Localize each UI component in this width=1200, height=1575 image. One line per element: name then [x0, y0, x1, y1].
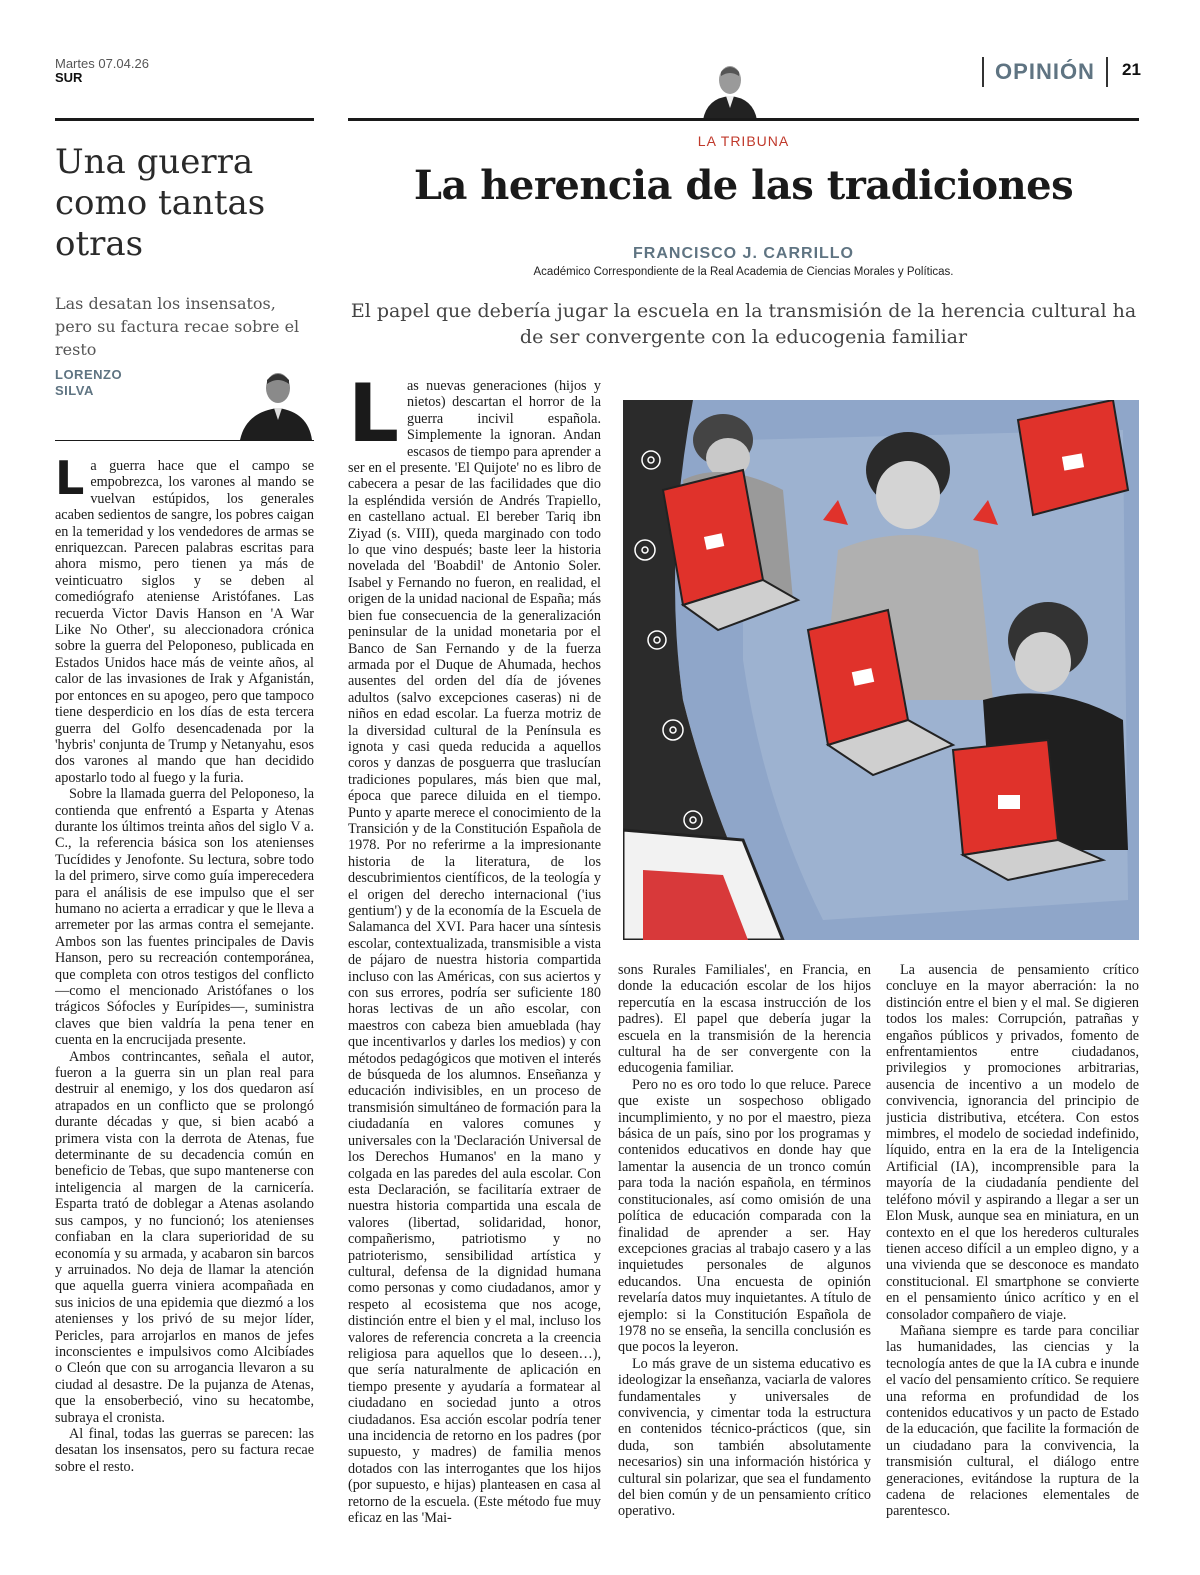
column-body	[55, 458, 314, 1540]
article-author-role: Académico Correspondiente de la Real Academia de Ciencias Morales y Políticas.	[533, 266, 954, 278]
article-paragraph: as nuevas generaciones (hijos y nietos) descartan el horror de la guerra incivil española. Simplemente la ignoran. Andan escasos de tiempo para aprender a ser en el presente. 'El Quijote' no es libro de cabecera a pesar de las facilidades que dio la espléndida versión de Andrés Trapiello, en castellano actual. El bereber Tariq ibn Ziyad (s. VIII), queda marginado con todo lo que vino después; baste leer la historia novelada del 'Boabdil' de Antonio Soler. Isabel y Fernando no fueron, en realidad, el origen de la unidad nacional de España; más bien fue consecuencia de la generalización peninsular de la unidad monetaria por el Banco de San Fernando y de la fuerza armada por el Duque de Ahumada, hechos ausentes del orden del día de jóvenes adultos (salvo excepciones caseras) ni de niños en edad escolar. La fuerza motriz de la diversidad cultural de la Península es ignota y casi queda reducida a aquellos coros y danzas de posguerra que traslucían tradiciones populares, más bien que mal, época que parece diluida en el tiempo. Punto y aparte merece el conocimiento de la Transición y de la Constitución Española de 1978. Por no referirme a la impresionante historia de la literatura, de los descubrimientos científicos, de la teología y el origen del derecho internacional ('ius gentium') y de la economía de la Escuela de Salamanca del XVI. Para hacer una síntesis escolar, contextualizada, transmisible a vista de pájaro de nuestra historia compartida incluso con las Américas, con sus aciertos y con sus errores, podría ser suficiente 180 horas lectivas de un año escolar, con maestros con cabeza bien amueblada (hay que incentivarlos y darles los medios) y con métodos pedagógicos que motiven el interés de búsqueda de los alumnos. Enseñanza y educación indivisibles, en un proceso de transmisión simultáneo de formación para la ciudadanía en valores comunes y universales con la 'Declaración Universal de los Derechos Humanos' en la mano y colgada en las paredes del aula escolar. Con esta Declaración, se facilitaría extraer de nuestra historia compartida una escala de valores (libertad, solidaridad, honor, compañerismo, patriotismo y no patrioterismo, sensibilidad artística y cultural, defensa de la dignidad humana como personas y como ciudadanos, amor y respeto al ecosistema que nos acoge, distinción entre el bien y el mal, incluso los valores de referencia concreta a la creencia religiosa para aquellos que lo deseen…), que sería naturalmente de aplicación en tiempo presente y ayudaría a formatear al ciudadano en sociedad junto a otros ciudadanos. Esa acción escolar podría tener una incidencia de retorno en los padres (por supuesto, y madres) de familia menos dotados con las interrogantes que los hijos (por supuesto, e hijas) planteasen en casa al retorno de la escuela. (Este método fue muy eficaz en las 'Mai-	[348, 378, 601, 1527]
article-paragraph: sons Rurales Familiales', en Francia, en donde la educación escolar de los hijos repercutía en la escasa instrucción de los padres). El papel que debería jugar la escuela en la transmisión de la herencia cultural ha de ser convergente con la educogenia familiar.	[618, 962, 871, 1077]
column-title: Una guerra como tantas otras	[55, 142, 266, 264]
right-top-rule	[348, 118, 1139, 121]
article-kicker: LA TRIBUNA	[697, 133, 790, 149]
author-portrait-top	[699, 58, 761, 120]
children-with-laptops-illustration	[623, 400, 1139, 940]
column-author-rule	[55, 440, 314, 441]
article-paragraph: Pero no es oro todo lo que reluce. Parece que existe un sospechoso obligado incumplimiento, y no por el maestro, pieza básica de un país, sino por los programas y contenidos educativos en donde hay que lamentar la ausencia de un tronco común para toda la nación española, en términos constitucionales, así como omisión de una política de educación comparada con la finalidad de aprender a ser. Hay excepciones gracias al trabajo casero y a las inquietudes personales de algunos educandos. Una encuesta de opinión revelaría datos muy inquietantes. A título de ejemplo: si la Constitución Española de 1978 no se enseña, la sencilla conclusión es que pocos la leyeron.	[618, 1076, 871, 1356]
column-author-last: SILVA	[55, 383, 94, 398]
column-author	[55, 367, 175, 399]
column-dropcap: L	[55, 458, 85, 505]
article-column-3	[886, 962, 1139, 1538]
article-paragraph: Lo más grave de un sistema educativo es ideologizar la enseñanza, vaciarla de valores fundamentales y universales de convivencia, y cimentar toda la estructura en contenidos técnico-prácticos (que, sin duda, son también absolutamente necesarios) sin una información histórica y cultural sin polarizar, que sea el fundamento del bien común y de un pensamiento crítico operativo.	[618, 1355, 871, 1520]
article-column-1	[348, 378, 601, 1538]
article-dropcap: L	[348, 378, 399, 460]
page-number: 21	[1122, 60, 1141, 79]
article-lead: El papel que debería jugar la escuela en la transmisión de la herencia cultural ha de ser convergente con la educogenia familiar	[350, 300, 1137, 348]
column-paragraph: Al final, todas las guerras se parecen: las desatan los insensatos, pero su factura recae sobre el resto.	[55, 1425, 314, 1475]
column-author-first: LORENZO	[55, 367, 123, 382]
left-top-rule	[55, 118, 314, 121]
columnist-portrait	[236, 362, 314, 440]
article-paragraph: Mañana siempre es tarde para conciliar las humanidades, las ciencias y la tecnología antes de que la IA cubra e inunde el vacío del pensamiento crítico. Se requiere una reforma en profundidad de los contenidos educativos y un pacto de Estado de la educación, que facilite la formación de un ciudadano para la convivencia, la transmisión cultural, el diálogo entre generaciones, evitándose la ruptura de la cadena de relaciones elementales de parentesco.	[886, 1322, 1139, 1520]
column-paragraph: Sobre la llamada guerra del Peloponeso, la contienda que enfrentó a Esparta y Atenas durante los últimos treinta años del siglo V a. C., la referencia básica son los atenienses Tucídides y Jenofonte. Su lectura, sobre todo la del primero, sirve como guía imperecedera para el análisis de ese impulso que el ser humano no acierta a erradicar y que le lleva a arremeter por las armas contra el semejante. Ambos son las fuentes principales de Davis Hanson, pero su recreación contemporánea, que completa con otros testigos del conflicto —como el mencionado Aristófanes o los trágicos Sófocles y Eurípides—, suministra claves que bien valdría la pena tener en cuenta en la encrucijada presente.	[55, 786, 314, 1049]
article-title: La herencia de las tradiciones	[413, 162, 1074, 209]
article-paragraph: La ausencia de pensamiento crítico concluye en la mayor aberración: la no distinción entre el bien y el mal. Se digieren todos los males: Corrupción, patrañas y engaños públicos y privados, fomento de enfrentamientos entre ciudadanos, privilegios y promociones arbitrarias, ausencia de incentivo a un modelo de convivencia, ignorancia del principio de justicia distributiva, etcétera. Con estos mimbres, el modelo de sociedad indefinido, líquido, entra en la era de la Inteligencia Artificial (IA), incomprensible para la mayoría de la ciudadanía pendiente del teléfono móvil y aspirando a llegar a ser un Elon Musk, aunque sea en miniatura, en un contexto en el que los herederos culturales tienen acceso difícil a un empleo digno, y a una vivienda que se desconoce es mandato constitucional. El smartphone se convierte en el pensamiento único acrítico y en el consolador compañero de viaje.	[886, 962, 1139, 1323]
section-label: OPINIÓN	[982, 57, 1108, 87]
article-column-2	[618, 962, 871, 1538]
header-date: Martes 07.04.26	[55, 56, 149, 71]
column-paragraph: a guerra hace que el campo se empobrezca, los varones al mando se vuelvan estúpidos, los generales acaben sedientos de sangre, los pobres caigan en la temeridad y los vendedores de armas se enriquezcan. Parecen palabras escritas para ahora mismo, pero tienen ya más de veinticuatro siglos y se deben al comediógrafo ateniense Aristófanes. Las recuerda Victor Davis Hanson en 'A War Like No Other', su aleccionadora crónica sobre la guerra del Peloponeso, publicada en Estados Unidos hace más de veinte años, al calor de las invasiones de Irak y Afganistán, por entonces en su apogeo, pero que tampoco tiene desperdicio en los días de esta tercera guerra del Golfo desencadenada por la 'hybris' conjunta de Trump y Netanyahu, esos dos varones al mando que han decidido apostarlo todo al fuego y la furia.	[55, 458, 314, 786]
header-publication: SUR	[55, 70, 83, 85]
column-subtitle: Las desatan los insensatos, pero su factura recae sobre el resto	[55, 294, 300, 359]
column-paragraph: Ambos contrincantes, señala el autor, fueron a la guerra sin un plan real para destruir al enemigo, y los dos quedaron así atrapados en un conflicto que se prolongó durante décadas y que, si bien acabó a primera vista con la derrota de Atenas, fue determinante de su decadencia común en beneficio de Tebas, que supo mantenerse con inteligencia al margen de la carnicería. Esparta trató de doblegar a Atenas asolando sus campos, y no funcionó; los atenienses confiaban en la clara superioridad de su economía y su armada, y acabaron sin barcos y arruinados. No deja de llamar la atención que aquella guerra viniera acompañada en sus inicios de una epidemia que diezmó a los atenienses y los privó de su mejor líder, Pericles, para arrojarlos en manos de jefes inconscientes e impulsivos como Alcibíades o Cleón que con su arrogancia llevaron a su ciudad al desastre. De la pujanza de Atenas, que la ensoberbeció, vino su hecatombe, subraya el cronista.	[55, 1048, 314, 1426]
article-author: FRANCISCO J. CARRILLO	[633, 245, 854, 262]
